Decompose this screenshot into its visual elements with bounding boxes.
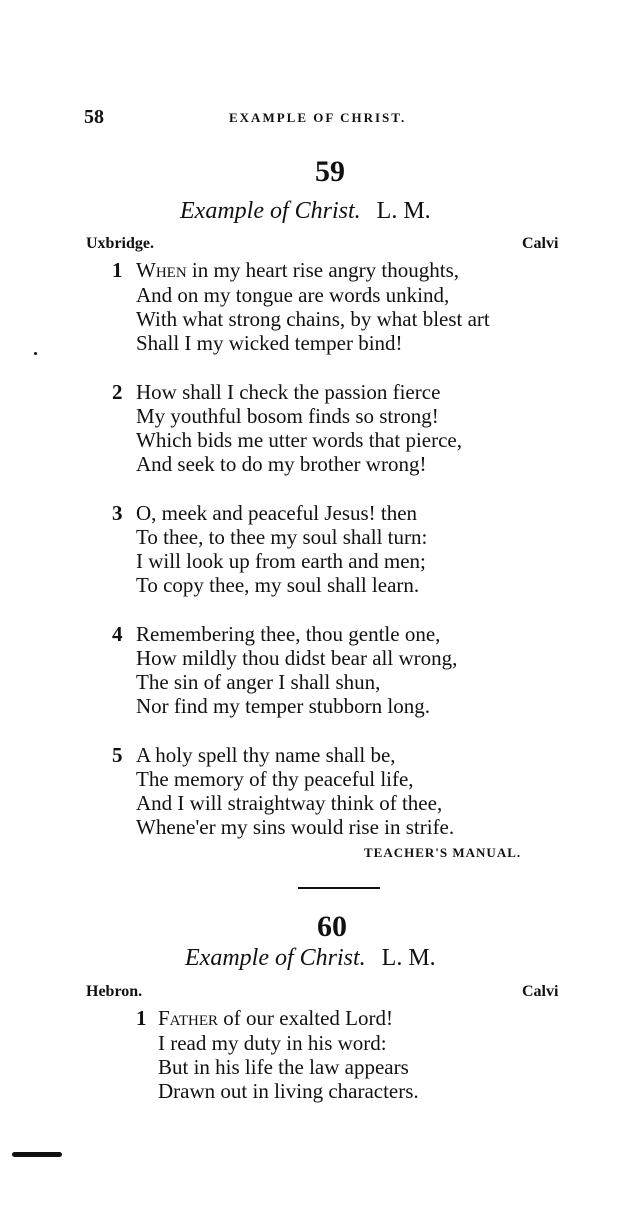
page-number: 58 bbox=[84, 106, 104, 128]
composer-name: Calvi bbox=[522, 983, 559, 1000]
composer-name: Calvi bbox=[522, 235, 559, 252]
verse-number: 4 bbox=[112, 622, 123, 646]
verse-number: 1 bbox=[136, 1006, 147, 1030]
verse-line: I will look up from earth and men; bbox=[136, 549, 426, 573]
verse-line: How shall I check the passion fierce bbox=[136, 380, 441, 404]
verse-line: With what strong chains, by what blest art bbox=[136, 307, 490, 331]
hymn-title-text: Example of Christ. bbox=[185, 945, 366, 971]
section-divider bbox=[298, 887, 380, 889]
verse-line: The sin of anger I shall shun, bbox=[136, 670, 381, 694]
tune-name: Hebron. bbox=[86, 983, 143, 1000]
verse-line-rest: of our exalted Lord! bbox=[218, 1006, 393, 1030]
hymn-meter: L. M. bbox=[381, 945, 436, 971]
verse-number: 2 bbox=[112, 380, 123, 404]
verse-line: O, meek and peaceful Jesus! then bbox=[136, 501, 418, 525]
verse-number: 1 bbox=[112, 258, 123, 282]
verse-line-rest: in my heart rise angry thoughts, bbox=[186, 258, 460, 282]
verse-first-word: Father bbox=[158, 1006, 219, 1030]
tune-name: Uxbridge. bbox=[86, 235, 154, 252]
verse-line: Nor find my temper stubborn long. bbox=[136, 694, 430, 718]
hymn-title bbox=[180, 198, 431, 225]
verse-line: My youthful bosom finds so strong! bbox=[136, 404, 439, 428]
verse-line: A holy spell thy name shall be, bbox=[136, 743, 396, 767]
ink-speck bbox=[34, 352, 37, 355]
verse-number: 3 bbox=[112, 501, 123, 525]
running-head bbox=[84, 106, 584, 130]
verse-line: And on my tongue are words unkind, bbox=[136, 283, 450, 307]
verse-line: Drawn out in living characters. bbox=[158, 1079, 419, 1103]
verse-line bbox=[158, 1006, 393, 1031]
hymn-number: 59 bbox=[315, 155, 345, 188]
verse-line: And I will straightway think of thee, bbox=[136, 791, 443, 815]
hymn-meter: L. M. bbox=[376, 198, 431, 224]
verse-line bbox=[136, 258, 459, 283]
verse-line: To thee, to thee my soul shall turn: bbox=[136, 525, 428, 549]
verse-line: I read my duty in his word: bbox=[158, 1031, 387, 1055]
verse-line: Which bids me utter words that pierce, bbox=[136, 428, 462, 452]
hymn-attribution: TEACHER'S MANUAL. bbox=[364, 845, 522, 860]
verse-line: Remembering thee, thou gentle one, bbox=[136, 622, 441, 646]
hymn-title-text: Example of Christ. bbox=[180, 198, 361, 224]
verse-line: How mildly thou didst bear all wrong, bbox=[136, 646, 458, 670]
verse-line: Shall I my wicked temper bind! bbox=[136, 331, 403, 355]
running-title: EXAMPLE OF CHRIST. bbox=[229, 110, 407, 125]
verse-line: To copy thee, my soul shall learn. bbox=[136, 573, 420, 597]
verse-line: Whene'er my sins would rise in strife. bbox=[136, 815, 455, 839]
verse-number: 5 bbox=[112, 743, 123, 767]
verse-line: And seek to do my brother wrong! bbox=[136, 452, 427, 476]
verse-first-word: When bbox=[136, 258, 187, 282]
hymn-number: 60 bbox=[317, 910, 347, 943]
verse-line: But in his life the law appears bbox=[158, 1055, 409, 1079]
verse-line: The memory of thy peaceful life, bbox=[136, 767, 414, 791]
hymn-title bbox=[185, 945, 436, 972]
ink-smudge bbox=[12, 1152, 62, 1157]
